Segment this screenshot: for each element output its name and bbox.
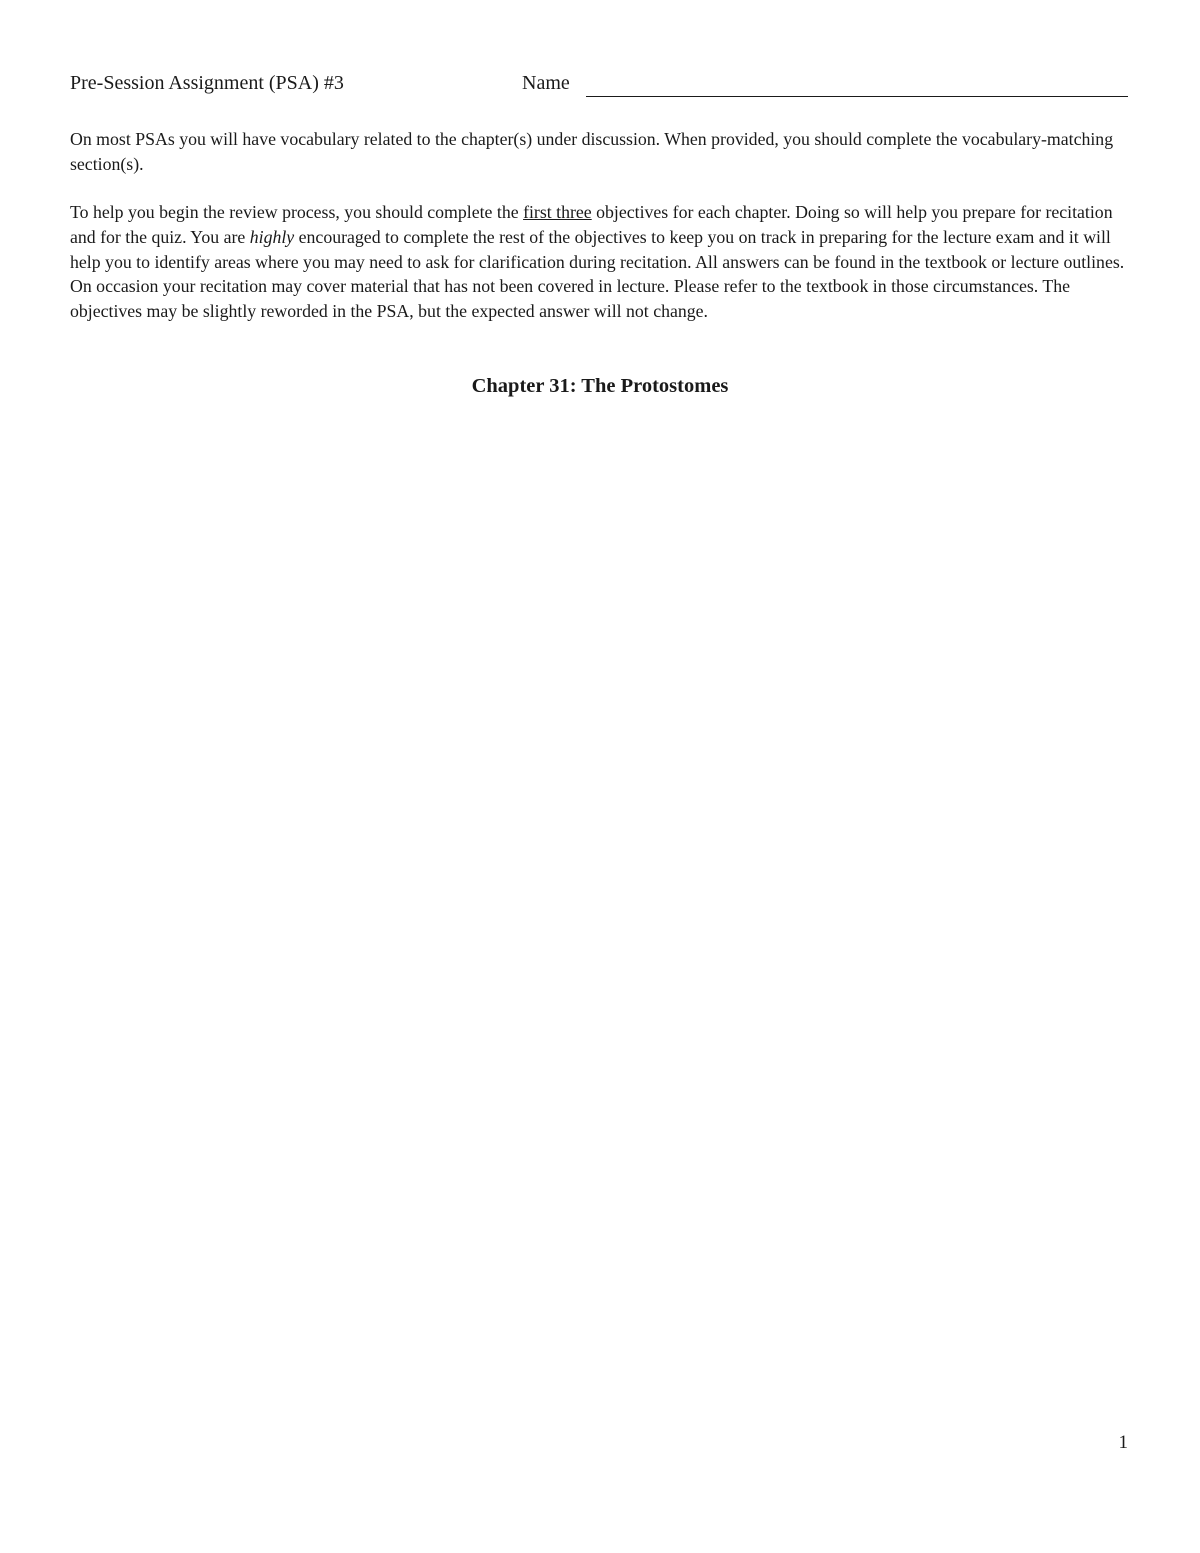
name-blank-line [586, 96, 1128, 97]
name-label: Name [522, 72, 570, 94]
header-row [70, 72, 1130, 102]
objectives-text-start: To help you begin the review process, you should complete the [70, 202, 524, 222]
chapter-heading: Chapter 31: The Protostomes [471, 375, 729, 397]
name-field [522, 72, 1128, 100]
intro-paragraph-vocabulary: On most PSAs you will have vocabulary related to the chapter(s) under discussion. When provided, you should complete the vocabulary-matching section(s). [70, 129, 1114, 174]
emphasis-first-three: first three [523, 202, 592, 222]
page-number: 1 [1118, 1432, 1128, 1453]
objectives-text-middle: objectives for each chapter. Doing so will help you prepare for recitation and for the quiz. You are [70, 202, 1113, 247]
intro-paragraph-objectives [70, 200, 1132, 324]
objectives-text-end: encouraged to complete the rest of the objectives to keep you on track in preparing for the lecture exam and it will help you to identify areas where you may need to ask for clarification during recitation. All answers can be found in the textbook or lecture outlines. On occasion your recitation may cover material that has not been covered in lecture. Please refer to the textbook in those circumstances. The objectives may be slightly reworded in the PSA, but the expected answer will not change. [70, 226, 1125, 322]
assignment-title: Pre-Session Assignment (PSA) #3 [70, 72, 344, 94]
emphasis-highly: highly [249, 226, 295, 247]
